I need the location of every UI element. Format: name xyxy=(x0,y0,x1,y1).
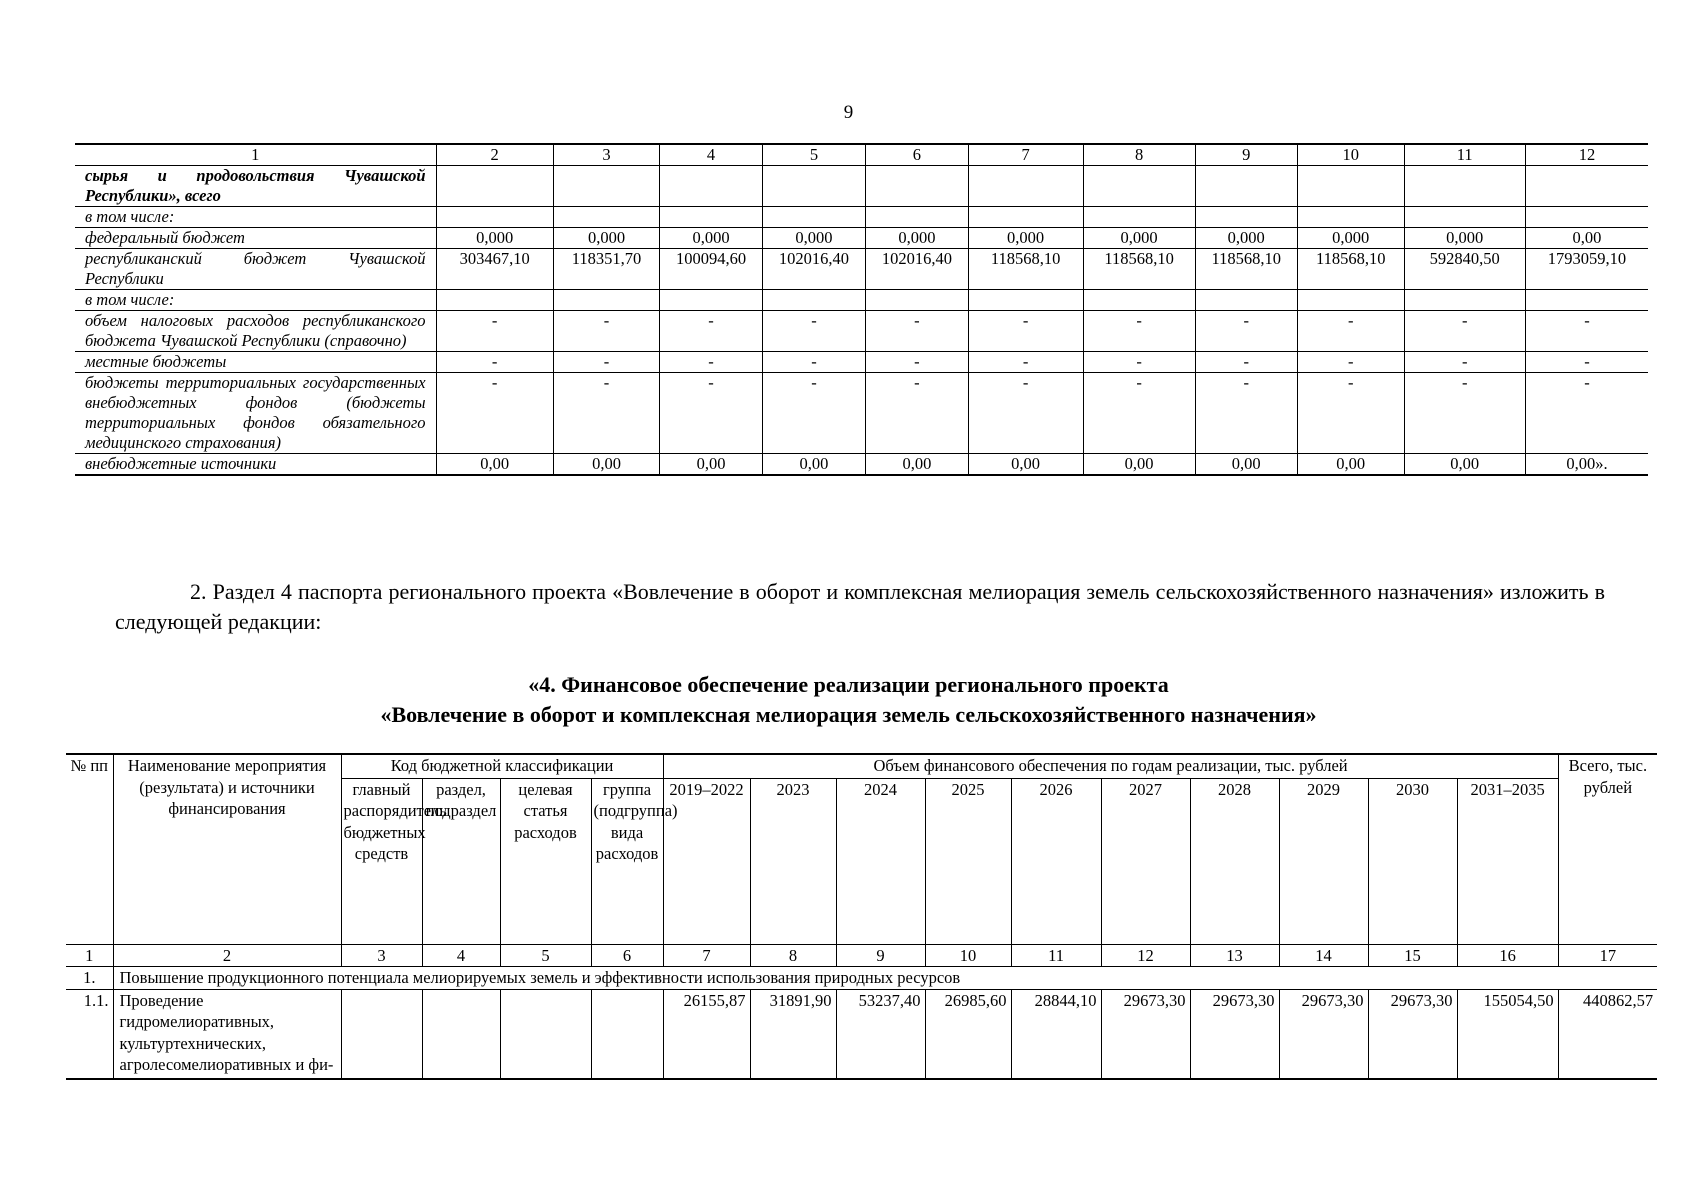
year-column-header: 2030 xyxy=(1368,778,1457,944)
code-column-header: главный распорядитель бюджетных средств xyxy=(341,778,422,944)
row-value xyxy=(660,207,762,228)
row-value xyxy=(1404,166,1525,207)
row-value: 0,000 xyxy=(436,228,553,249)
row-value xyxy=(968,207,1083,228)
header-total: Всего, тыс. рублей xyxy=(1558,754,1657,944)
column-number: 8 xyxy=(750,944,836,967)
table-row xyxy=(75,454,1648,476)
year-column-header: 2027 xyxy=(1101,778,1190,944)
row-value: 303467,10 xyxy=(436,249,553,290)
row-label: республиканский бюджет Чувашской Республики xyxy=(75,249,436,290)
column-number: 11 xyxy=(1011,944,1101,967)
column-number: 5 xyxy=(500,944,591,967)
column-number: 5 xyxy=(762,144,865,166)
table-row xyxy=(75,290,1648,311)
item-value: 29673,30 xyxy=(1101,989,1190,1079)
row-value: - xyxy=(553,311,660,352)
row-value: - xyxy=(436,311,553,352)
row-value: 102016,40 xyxy=(762,249,865,290)
row-label: в том числе: xyxy=(75,207,436,228)
header-volume: Объем финансового обеспечения по годам реализации, тыс. рублей xyxy=(663,754,1558,778)
code-column-header: целевая статья расходов xyxy=(500,778,591,944)
column-number: 1 xyxy=(66,944,113,967)
row-label: внебюджетные источники xyxy=(75,454,436,476)
row-value: 0,000 xyxy=(660,228,762,249)
row-value xyxy=(660,290,762,311)
column-number: 12 xyxy=(1525,144,1648,166)
row-value xyxy=(553,207,660,228)
item-code xyxy=(591,989,663,1079)
table-row xyxy=(75,166,1648,207)
row-value: - xyxy=(866,311,968,352)
column-number: 1 xyxy=(75,144,436,166)
year-column-header: 2025 xyxy=(925,778,1011,944)
column-number: 3 xyxy=(341,944,422,967)
row-value: 0,000 xyxy=(1195,228,1297,249)
row-value: 0,000 xyxy=(1083,228,1195,249)
row-value: - xyxy=(1297,311,1404,352)
code-column-header: группа (подгруппа) вида расходов xyxy=(591,778,663,944)
row-value: - xyxy=(866,352,968,373)
row-value: - xyxy=(1525,311,1648,352)
row-value: - xyxy=(1525,352,1648,373)
row-value xyxy=(1297,207,1404,228)
item-number: 1.1. xyxy=(66,989,113,1079)
column-number: 8 xyxy=(1083,144,1195,166)
table-row xyxy=(75,311,1648,352)
row-value xyxy=(762,207,865,228)
page-number: 9 xyxy=(843,102,854,123)
row-value xyxy=(1195,290,1297,311)
row-value: - xyxy=(866,373,968,454)
row-value: - xyxy=(1404,352,1525,373)
row-value: 118568,10 xyxy=(968,249,1083,290)
row-value: 118568,10 xyxy=(1195,249,1297,290)
column-number: 15 xyxy=(1368,944,1457,967)
column-number: 4 xyxy=(660,144,762,166)
row-value xyxy=(866,290,968,311)
funding-table-continued xyxy=(75,143,1648,476)
row-value: - xyxy=(1083,311,1195,352)
row-value xyxy=(866,207,968,228)
row-value xyxy=(1525,290,1648,311)
column-number: 11 xyxy=(1404,144,1525,166)
row-value: 0,00 xyxy=(436,454,553,476)
row-value: 0,000 xyxy=(968,228,1083,249)
row-value xyxy=(1083,290,1195,311)
row-value: - xyxy=(1195,311,1297,352)
year-column-header: 2028 xyxy=(1190,778,1279,944)
row-value: 0,00 xyxy=(968,454,1083,476)
item-value: 26985,60 xyxy=(925,989,1011,1079)
row-value: 102016,40 xyxy=(866,249,968,290)
row-value xyxy=(1195,207,1297,228)
header-num: № пп xyxy=(66,754,113,944)
row-value xyxy=(1195,166,1297,207)
row-value: - xyxy=(762,311,865,352)
year-column-header: 2029 xyxy=(1279,778,1368,944)
row-value xyxy=(762,290,865,311)
column-number: 13 xyxy=(1190,944,1279,967)
item-value: 440862,57 xyxy=(1558,989,1657,1079)
row-value: - xyxy=(1195,352,1297,373)
row-value xyxy=(436,290,553,311)
row-value xyxy=(1525,166,1648,207)
column-number: 6 xyxy=(866,144,968,166)
row-value: 0,00 xyxy=(553,454,660,476)
item-code xyxy=(422,989,500,1079)
item-code xyxy=(500,989,591,1079)
row-value: - xyxy=(1404,311,1525,352)
row-value: - xyxy=(1083,373,1195,454)
row-value: - xyxy=(660,311,762,352)
row-value: 118351,70 xyxy=(553,249,660,290)
row-value: - xyxy=(968,352,1083,373)
item-value: 29673,30 xyxy=(1368,989,1457,1079)
row-value: 0,000 xyxy=(762,228,865,249)
header-name: Наименование мероприятия (результата) и источники финансирования xyxy=(113,754,341,944)
row-value: - xyxy=(1404,373,1525,454)
column-number: 6 xyxy=(591,944,663,967)
year-column-header: 2019–2022 xyxy=(663,778,750,944)
row-label: бюджеты территориальных государственных внебюджетных фондов (бюджеты территориальных фондов обязательного медицинского страхования) xyxy=(75,373,436,454)
row-value: 0,00». xyxy=(1525,454,1648,476)
section-title-line-1: «4. Финансовое обеспечение реализации регионального проекта xyxy=(528,672,1169,697)
row-value xyxy=(1404,207,1525,228)
column-number: 9 xyxy=(1195,144,1297,166)
column-number: 7 xyxy=(968,144,1083,166)
row-value: 0,000 xyxy=(1297,228,1404,249)
row-value: 1793059,10 xyxy=(1525,249,1648,290)
item-code xyxy=(341,989,422,1079)
row-value: 0,000 xyxy=(866,228,968,249)
row-value: - xyxy=(968,373,1083,454)
column-number: 16 xyxy=(1457,944,1558,967)
row-label: местные бюджеты xyxy=(75,352,436,373)
item-value: 29673,30 xyxy=(1279,989,1368,1079)
table-row xyxy=(75,207,1648,228)
column-number: 10 xyxy=(1297,144,1404,166)
row-value xyxy=(553,290,660,311)
column-number: 12 xyxy=(1101,944,1190,967)
row-value: 0,00 xyxy=(1525,228,1648,249)
column-number: 10 xyxy=(925,944,1011,967)
row-value xyxy=(968,290,1083,311)
row-value xyxy=(1083,166,1195,207)
row-value: - xyxy=(553,373,660,454)
row-value: 0,00 xyxy=(1297,454,1404,476)
row-value: 0,00 xyxy=(866,454,968,476)
row-value xyxy=(1297,166,1404,207)
table-row xyxy=(75,352,1648,373)
table-row xyxy=(75,228,1648,249)
row-value: 0,00 xyxy=(1195,454,1297,476)
row-value xyxy=(1297,290,1404,311)
item-value: 53237,40 xyxy=(836,989,925,1079)
section-row-text: Повышение продукционного потенциала мелиорируемых земель и эффективности использования природных ресурсов xyxy=(113,967,1657,990)
column-number: 14 xyxy=(1279,944,1368,967)
row-label: объем налоговых расходов республиканского бюджета Чувашской Республики (справочно) xyxy=(75,311,436,352)
item-name: Проведение гидромелиоративных, культуртехнических, агролесомелиоративных и фи- xyxy=(113,989,341,1079)
row-value: - xyxy=(1525,373,1648,454)
row-value xyxy=(660,166,762,207)
item-value: 31891,90 xyxy=(750,989,836,1079)
row-value xyxy=(1083,207,1195,228)
section-title-line-2: «Вовлечение в оборот и комплексная мелиорация земель сельскохозяйственного назначения» xyxy=(380,702,1317,727)
row-value: 0,000 xyxy=(1404,228,1525,249)
table-row xyxy=(75,373,1648,454)
row-label: федеральный бюджет xyxy=(75,228,436,249)
row-value xyxy=(436,166,553,207)
table-row xyxy=(75,249,1648,290)
row-value: - xyxy=(1083,352,1195,373)
column-number-row xyxy=(75,144,1648,166)
row-value: 100094,60 xyxy=(660,249,762,290)
year-column-header: 2024 xyxy=(836,778,925,944)
item-value: 155054,50 xyxy=(1457,989,1558,1079)
row-value xyxy=(436,207,553,228)
row-value: 0,00 xyxy=(762,454,865,476)
row-value: 0,00 xyxy=(660,454,762,476)
column-number: 2 xyxy=(436,144,553,166)
item-value: 29673,30 xyxy=(1190,989,1279,1079)
row-value: - xyxy=(762,373,865,454)
row-value: - xyxy=(660,352,762,373)
row-value xyxy=(866,166,968,207)
year-column-header: 2031–2035 xyxy=(1457,778,1558,944)
row-value: - xyxy=(1297,373,1404,454)
column-number: 17 xyxy=(1558,944,1657,967)
row-value: 0,00 xyxy=(1404,454,1525,476)
row-label: в том числе: xyxy=(75,290,436,311)
row-value xyxy=(1404,290,1525,311)
row-value: - xyxy=(436,373,553,454)
column-number: 7 xyxy=(663,944,750,967)
row-value: 0,00 xyxy=(1083,454,1195,476)
section-row-number: 1. xyxy=(66,967,113,990)
item-value: 28844,10 xyxy=(1011,989,1101,1079)
column-number: 4 xyxy=(422,944,500,967)
row-value xyxy=(762,166,865,207)
item-value: 26155,87 xyxy=(663,989,750,1079)
code-column-header: раздел, подраздел xyxy=(422,778,500,944)
row-value xyxy=(968,166,1083,207)
row-value: - xyxy=(968,311,1083,352)
row-value: 592840,50 xyxy=(1404,249,1525,290)
row-value xyxy=(553,166,660,207)
year-column-header: 2026 xyxy=(1011,778,1101,944)
row-value: - xyxy=(660,373,762,454)
column-number: 3 xyxy=(553,144,660,166)
row-value: - xyxy=(762,352,865,373)
row-value: 0,000 xyxy=(553,228,660,249)
column-number: 2 xyxy=(113,944,341,967)
column-number: 9 xyxy=(836,944,925,967)
header-code: Код бюджетной классификации xyxy=(341,754,663,778)
financing-table xyxy=(66,753,1657,1080)
row-value: - xyxy=(1297,352,1404,373)
row-value: 118568,10 xyxy=(1083,249,1195,290)
row-value: - xyxy=(436,352,553,373)
year-column-header: 2023 xyxy=(750,778,836,944)
row-value: 118568,10 xyxy=(1297,249,1404,290)
row-label: сырья и продовольствия Чувашской Республики», всего xyxy=(75,166,436,207)
row-value xyxy=(1525,207,1648,228)
amendment-paragraph: 2. Раздел 4 паспорта регионального проекта «Вовлечение в оборот и комплексная мелиорация земель сельскохозяйственного назначения» изложить в следующей редакции: xyxy=(115,579,1605,634)
row-value: - xyxy=(553,352,660,373)
row-value: - xyxy=(1195,373,1297,454)
